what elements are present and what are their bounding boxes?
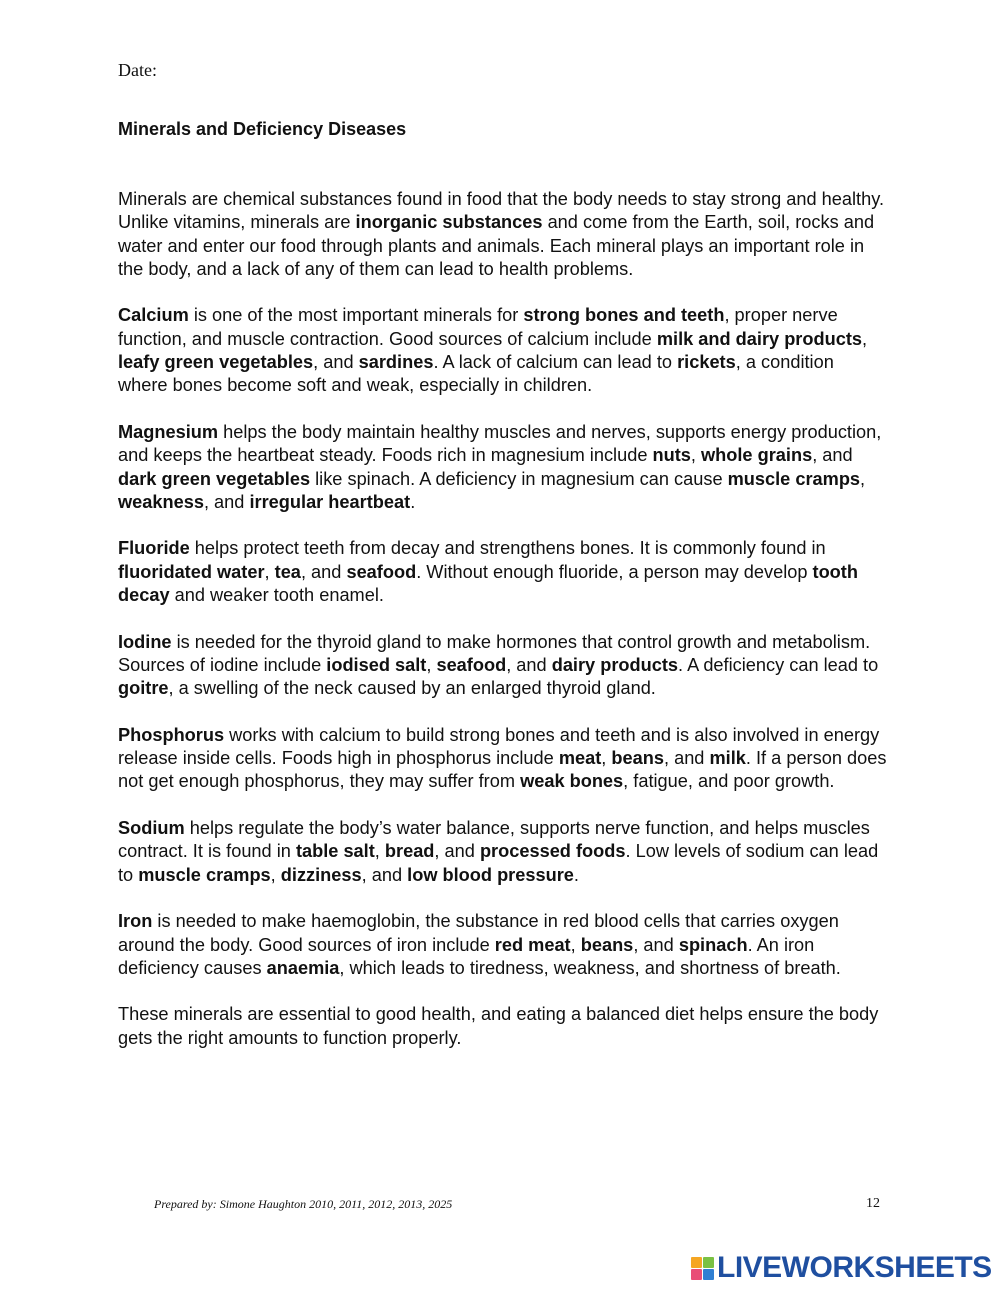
bold-term: Iodine (118, 631, 172, 652)
text-run: Minerals are chemical substances found in food that the body needs to stay strong and healthy. Unlike vitamins, minerals are (118, 189, 885, 233)
body-paragraph (118, 724, 888, 794)
logo-square (691, 1269, 702, 1280)
text-run: . Low levels of sodium can lead to (118, 841, 879, 885)
logo-square (703, 1269, 714, 1280)
text-run: , and (361, 864, 408, 885)
page-number: 12 (866, 1196, 880, 1211)
bold-term: processed foods (479, 841, 626, 862)
body-paragraph (118, 304, 888, 397)
text-run: , (426, 654, 437, 675)
text-run: . (573, 864, 579, 885)
text-run: , and (663, 748, 710, 769)
bold-term: table salt (295, 841, 375, 862)
text-run: , and (203, 491, 250, 512)
bold-term: low blood pressure (407, 864, 574, 885)
text-run: , and (434, 841, 480, 862)
bold-term: spinach (678, 934, 748, 955)
bold-term: seafood (436, 654, 507, 675)
bold-term: seafood (346, 561, 417, 582)
bold-term: anaemia (266, 957, 340, 978)
text-run: , (270, 864, 281, 885)
bold-term: meat (558, 748, 602, 769)
document-body (118, 188, 888, 1073)
bold-term: tooth decay (118, 561, 858, 606)
text-run: works with calcium to build strong bones and teeth and is also involved in energy release inside cells. Foods high in phosphorus include (118, 724, 880, 769)
text-run: helps the body maintain healthy muscles and nerves, supports energy production, and keeps the heartbeat steady. Foods rich in magnesium include (118, 421, 882, 466)
body-paragraph (118, 817, 888, 887)
text-run: , and (812, 445, 853, 466)
body-paragraph (118, 537, 888, 607)
text-run: , (860, 468, 866, 489)
bold-term: irregular heartbeat (249, 491, 411, 512)
text-run: , (601, 748, 612, 769)
date-label: Date: (118, 60, 157, 80)
text-run: and come from the Earth, soil, rocks and water and enter our food through plants and animals. Each mineral plays an important role in the body, and a lack of any of them can lead to health problems. (118, 212, 875, 279)
bold-term: goitre (118, 678, 169, 699)
body-paragraph (118, 631, 888, 701)
bold-term: Fluoride (118, 538, 190, 559)
bold-term: iodised salt (326, 654, 427, 675)
text-run: , and (633, 934, 679, 955)
body-paragraph (118, 1003, 888, 1050)
bold-term: muscle cramps (138, 864, 271, 885)
footer-prepared-by: Prepared by: Simone Haughton 2010, 2011, 2012, 2013, 2025 (154, 1197, 453, 1211)
bold-term: Iron (118, 911, 153, 932)
text-run: . If a person does not get enough phosphorus, they may suffer from (118, 748, 887, 792)
bold-term: fluoridated water (118, 561, 265, 582)
text-run: , and (506, 654, 552, 675)
logo-square (703, 1257, 714, 1268)
document-title: Minerals and Deficiency Diseases (118, 119, 407, 139)
text-run: . Without enough fluoride, a person may develop (416, 561, 813, 582)
text-run: , and (313, 352, 359, 373)
bold-term: milk (709, 748, 746, 769)
text-run: and weaker tooth enamel. (169, 585, 384, 606)
text-run: , (862, 328, 868, 349)
bold-term: bread (384, 841, 435, 862)
bold-term: leafy green vegetables (118, 352, 314, 373)
text-run: . (410, 491, 416, 512)
text-run: , fatigue, and poor growth. (623, 771, 835, 792)
text-run: . A deficiency can lead to (678, 654, 879, 675)
bold-term: whole grains (701, 445, 813, 466)
liveworksheets-logo (691, 1252, 992, 1284)
bold-term: muscle cramps (727, 468, 861, 489)
body-paragraph (118, 188, 888, 281)
bold-term: dark green vegetables (118, 468, 311, 489)
bold-term: beans (611, 748, 664, 769)
text-run: helps regulate the body’s water balance, supports nerve function, and helps muscles contract. It is found in (118, 818, 870, 862)
bold-term: Magnesium (118, 421, 219, 442)
text-run: . A lack of calcium can lead to (433, 352, 678, 373)
text-run: , which leads to tiredness, weakness, and shortness of breath. (339, 957, 841, 978)
text-run: These minerals are essential to good health, and eating a balanced diet helps ensure the body gets the right amounts to function properly. (118, 1004, 879, 1048)
text-run: , proper nerve function, and muscle contraction. Good sources of calcium include (118, 305, 838, 349)
text-run: , (374, 841, 385, 862)
bold-term: Phosphorus (118, 724, 225, 745)
bold-term: beans (580, 934, 634, 955)
logo-square (691, 1257, 702, 1268)
bold-term: rickets (677, 352, 736, 373)
bold-term: nuts (652, 445, 691, 466)
text-run: . An iron deficiency causes (118, 934, 815, 978)
bold-term: Calcium (118, 305, 189, 326)
body-paragraph (118, 421, 888, 514)
bold-term: inorganic substances (355, 212, 543, 233)
bold-term: tea (274, 561, 301, 582)
logo-text: LIVEWORKSHEETS (717, 1251, 992, 1284)
bold-term: Sodium (118, 818, 185, 839)
bold-term: sardines (358, 352, 434, 373)
text-run: , (690, 445, 702, 466)
text-run: , (264, 561, 275, 582)
text-run: , (570, 934, 581, 955)
text-run: is one of the most important minerals for (188, 305, 524, 326)
bold-term: red meat (494, 934, 571, 955)
bold-term: weakness (118, 491, 204, 512)
bold-term: strong bones and teeth (523, 305, 725, 326)
text-run: , and (300, 561, 347, 582)
bold-term: weak bones (520, 771, 624, 792)
text-run: , a swelling of the neck caused by an enlarged thyroid gland. (168, 678, 656, 699)
bold-term: dizziness (280, 864, 362, 885)
bold-term: dairy products (551, 654, 679, 675)
text-run: is needed to make haemoglobin, the substance in red blood cells that carries oxygen around the body. Good sources of iron include (118, 911, 839, 955)
text-run: helps protect teeth from decay and strengthens bones. It is commonly found in (189, 538, 826, 559)
logo-squares-icon (691, 1257, 714, 1280)
body-paragraph (118, 910, 888, 980)
text-run: is needed for the thyroid gland to make hormones that control growth and metabolism. Sources of iodine include (118, 631, 871, 675)
bold-term: milk and dairy products (656, 328, 863, 349)
text-run: like spinach. A deficiency in magnesium can cause (310, 468, 728, 489)
text-run: , a condition where bones become soft and weak, especially in children. (118, 352, 834, 396)
